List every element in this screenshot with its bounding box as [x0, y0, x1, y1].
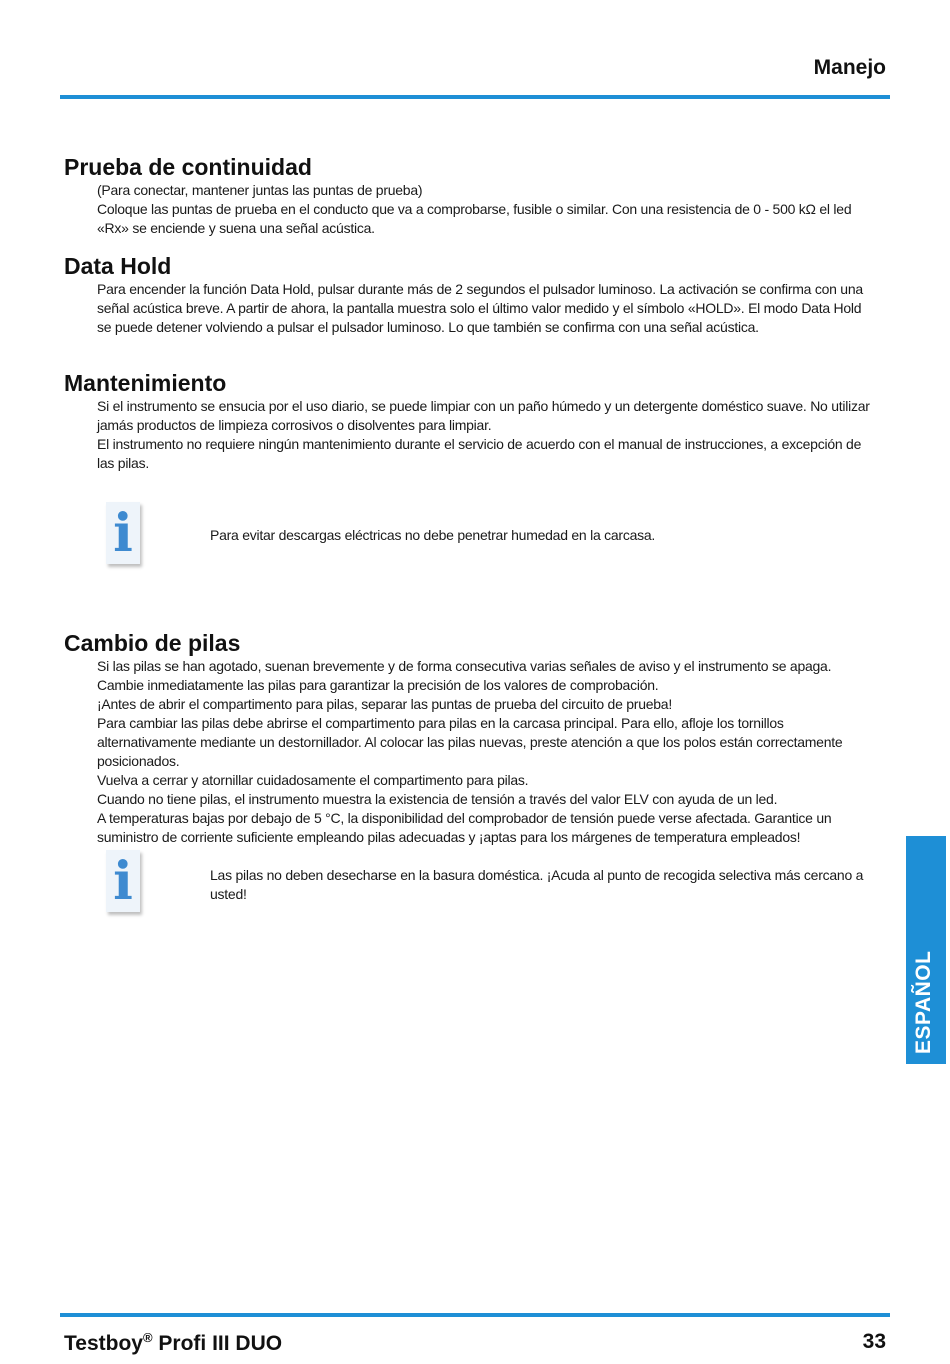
section-maintenance	[64, 369, 874, 473]
footer-product	[64, 1330, 282, 1356]
language-tab-label: ESPAÑOL	[912, 950, 935, 1054]
header-rule	[60, 95, 890, 99]
section-battery-change	[64, 629, 874, 847]
section-heading: Cambio de pilas	[64, 630, 241, 656]
paragraph: Para encender la función Data Hold, pulsar durante más de 2 segundos el pulsador luminoso. La activación se confirma con una señal acústica breve. A partir de ahora, la pantalla muestra solo el último valor medido y el símbolo «HOLD». El modo Data Hold se puede detener volviendo a pulsar el pulsador luminoso. Lo que también se confirma con una señal acústica.	[97, 281, 863, 335]
paragraph: El instrumento no requiere ningún mantenimiento durante el servicio de acuerdo con el manual de instrucciones, a excepción de las pilas.	[97, 436, 862, 471]
section-heading: Prueba de continuidad	[64, 154, 312, 180]
registered-mark: ®	[142, 1330, 153, 1345]
paragraph: Si las pilas se han agotado, suenan brevemente y de forma consecutiva varias señales de aviso y el instrumento se apaga.	[97, 658, 832, 674]
product-model: Profi III DUO	[152, 1332, 283, 1355]
paragraph: Para cambiar las pilas debe abrirse el compartimento para pilas en la carcasa principal. Para ello, afloje los tornillos alternativamente mediante un destornillador. Al colocar las pilas nuevas, preste atención a que los polos están correctamente posicionados.	[97, 715, 843, 769]
info-note-text: Las pilas no deben desecharse en la basura doméstica. ¡Acuda al punto de recogida selectiva más cercano a usted!	[210, 867, 864, 902]
language-tab	[906, 836, 946, 1064]
info-note	[106, 502, 140, 564]
paragraph: Cambie inmediatamente las pilas para garantizar la precisión de los valores de comprobación.	[97, 677, 659, 693]
paragraph: A temperaturas bajas por debajo de 5 °C, la disponibilidad del comprobador de tensión puede verse afectada. Garantice un suministro de corriente suficiente empleando pilas adecuadas y ¡aptas para los márgenes de temperatura empleados!	[97, 810, 832, 845]
page-section-title: Manejo	[813, 56, 886, 79]
paragraph: ¡Antes de abrir el compartimento para pilas, separar las puntas de prueba del circuito de prueba!	[97, 696, 672, 712]
product-name: Testboy	[64, 1332, 143, 1355]
info-note-text: Para evitar descargas eléctricas no debe penetrar humedad en la carcasa.	[210, 527, 656, 543]
info-icon: i	[106, 502, 140, 564]
section-heading: Mantenimiento	[64, 370, 227, 396]
section-body	[97, 280, 874, 337]
info-note	[106, 850, 140, 912]
footer-rule	[60, 1313, 890, 1317]
paragraph: Coloque las puntas de prueba en el conducto que va a comprobarse, fusible o similar. Con una resistencia de 0 - 500 kΩ el led «Rx» se enciende y suena una señal acústica.	[97, 201, 852, 236]
section-body	[97, 397, 874, 473]
page-number: 33	[862, 1330, 886, 1353]
section-body	[97, 657, 874, 847]
paragraph: Vuelva a cerrar y atornillar cuidadosamente el compartimento para pilas.	[97, 772, 529, 788]
paragraph: Si el instrumento se ensucia por el uso diario, se puede limpiar con un paño húmedo y un detergente doméstico suave. No utilizar jamás productos de limpieza corrosivos o disolventes para limpiar.	[97, 398, 870, 433]
paragraph: (Para conectar, mantener juntas las puntas de prueba)	[97, 182, 423, 198]
paragraph: Cuando no tiene pilas, el instrumento muestra la existencia de tensión a través del valor ELV con ayuda de un led.	[97, 791, 778, 807]
section-continuity-test	[64, 153, 874, 238]
section-heading: Data Hold	[64, 253, 172, 279]
section-body	[97, 181, 874, 238]
section-data-hold	[64, 252, 874, 337]
info-icon: i	[106, 850, 140, 912]
